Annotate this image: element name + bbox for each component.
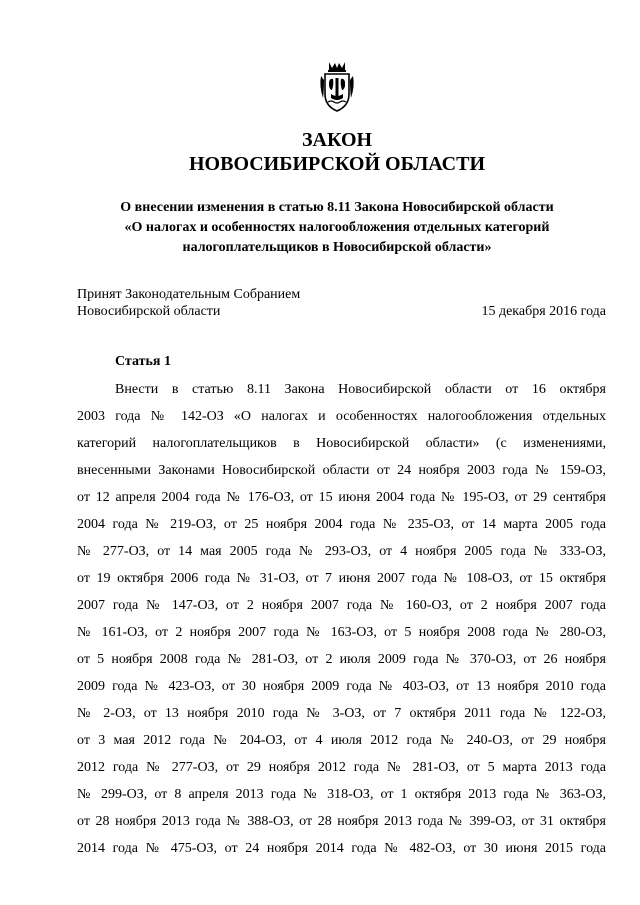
body-line: от 12 апреля 2004 года № 176-ОЗ, от 15 июня 2004 года № 195-ОЗ, от 29 сентября bbox=[77, 490, 606, 505]
body-line: от 28 ноября 2013 года № 388-ОЗ, от 28 ноября 2013 года № 399-ОЗ, от 31 октября bbox=[77, 814, 606, 829]
body-line: 2012 года № 277-ОЗ, от 29 ноября 2012 года № 281-ОЗ, от 5 марта 2013 года bbox=[77, 760, 606, 775]
adopted-by-line2: Новосибирской области bbox=[77, 304, 221, 319]
body-line: внесенными Законами Новосибирской области от 24 ноября 2003 года № 159-ОЗ, bbox=[77, 463, 606, 478]
body-line: 2003 года № 142-ОЗ «О налогах и особенностях налогообложения отдельных bbox=[77, 409, 606, 424]
subject-line2: «О налогах и особенностях налогообложения отдельных категорий bbox=[124, 220, 550, 235]
adopted-by-line1: Принят Законодательным Собранием bbox=[77, 287, 301, 302]
body-line: № 299-ОЗ, от 8 апреля 2013 года № 318-ОЗ, от 1 октября 2013 года № 363-ОЗ, bbox=[77, 787, 606, 802]
subject-line3: налогоплательщиков в Новосибирской области» bbox=[182, 240, 492, 255]
body-line: 2004 года № 219-ОЗ, от 25 ноября 2004 года № 235-ОЗ, от 14 марта 2005 года bbox=[77, 517, 606, 532]
body-line: от 3 мая 2012 года № 204-ОЗ, от 4 июля 2012 года № 240-ОЗ, от 29 ноября bbox=[77, 733, 606, 748]
coat-of-arms-icon bbox=[317, 60, 357, 114]
body-line: 2009 года № 423-ОЗ, от 30 ноября 2009 года № 403-ОЗ, от 13 ноября 2010 года bbox=[77, 679, 606, 694]
article-heading: Статья 1 bbox=[115, 354, 171, 369]
body-line: № 2-ОЗ, от 13 ноября 2010 года № 3-ОЗ, от 7 октября 2011 года № 122-ОЗ, bbox=[77, 706, 606, 721]
body-line: № 277-ОЗ, от 14 мая 2005 года № 293-ОЗ, от 4 ноября 2005 года № 333-ОЗ, bbox=[77, 544, 606, 559]
body-line: категорий налогоплательщиков в Новосибирской области» (с изменениями, bbox=[77, 436, 606, 451]
body-line: от 5 ноября 2008 года № 281-ОЗ, от 2 июля 2009 года № 370-ОЗ, от 26 ноября bbox=[77, 652, 606, 667]
law-title-line1: ЗАКОН bbox=[301, 129, 373, 151]
body-line: № 161-ОЗ, от 2 ноября 2007 года № 163-ОЗ, от 5 ноября 2008 года № 280-ОЗ, bbox=[77, 625, 606, 640]
article-body bbox=[77, 376, 606, 862]
body-line: 2014 года № 475-ОЗ, от 24 ноября 2014 года № 482-ОЗ, от 30 июня 2015 года bbox=[77, 841, 606, 856]
law-title-line2: НОВОСИБИРСКОЙ ОБЛАСТИ bbox=[188, 153, 486, 175]
body-line: от 19 октября 2006 года № 31-ОЗ, от 7 июня 2007 года № 108-ОЗ, от 15 октября bbox=[77, 571, 606, 586]
body-line: Внести в статью 8.11 Закона Новосибирской области от 16 октября bbox=[115, 382, 606, 397]
subject-line1: О внесении изменения в статью 8.11 Закона Новосибирской области bbox=[120, 200, 554, 215]
adopted-date: 15 декабря 2016 года bbox=[481, 304, 606, 319]
body-line: 2007 года № 147-ОЗ, от 2 ноября 2007 года № 160-ОЗ, от 2 ноября 2007 года bbox=[77, 598, 606, 613]
